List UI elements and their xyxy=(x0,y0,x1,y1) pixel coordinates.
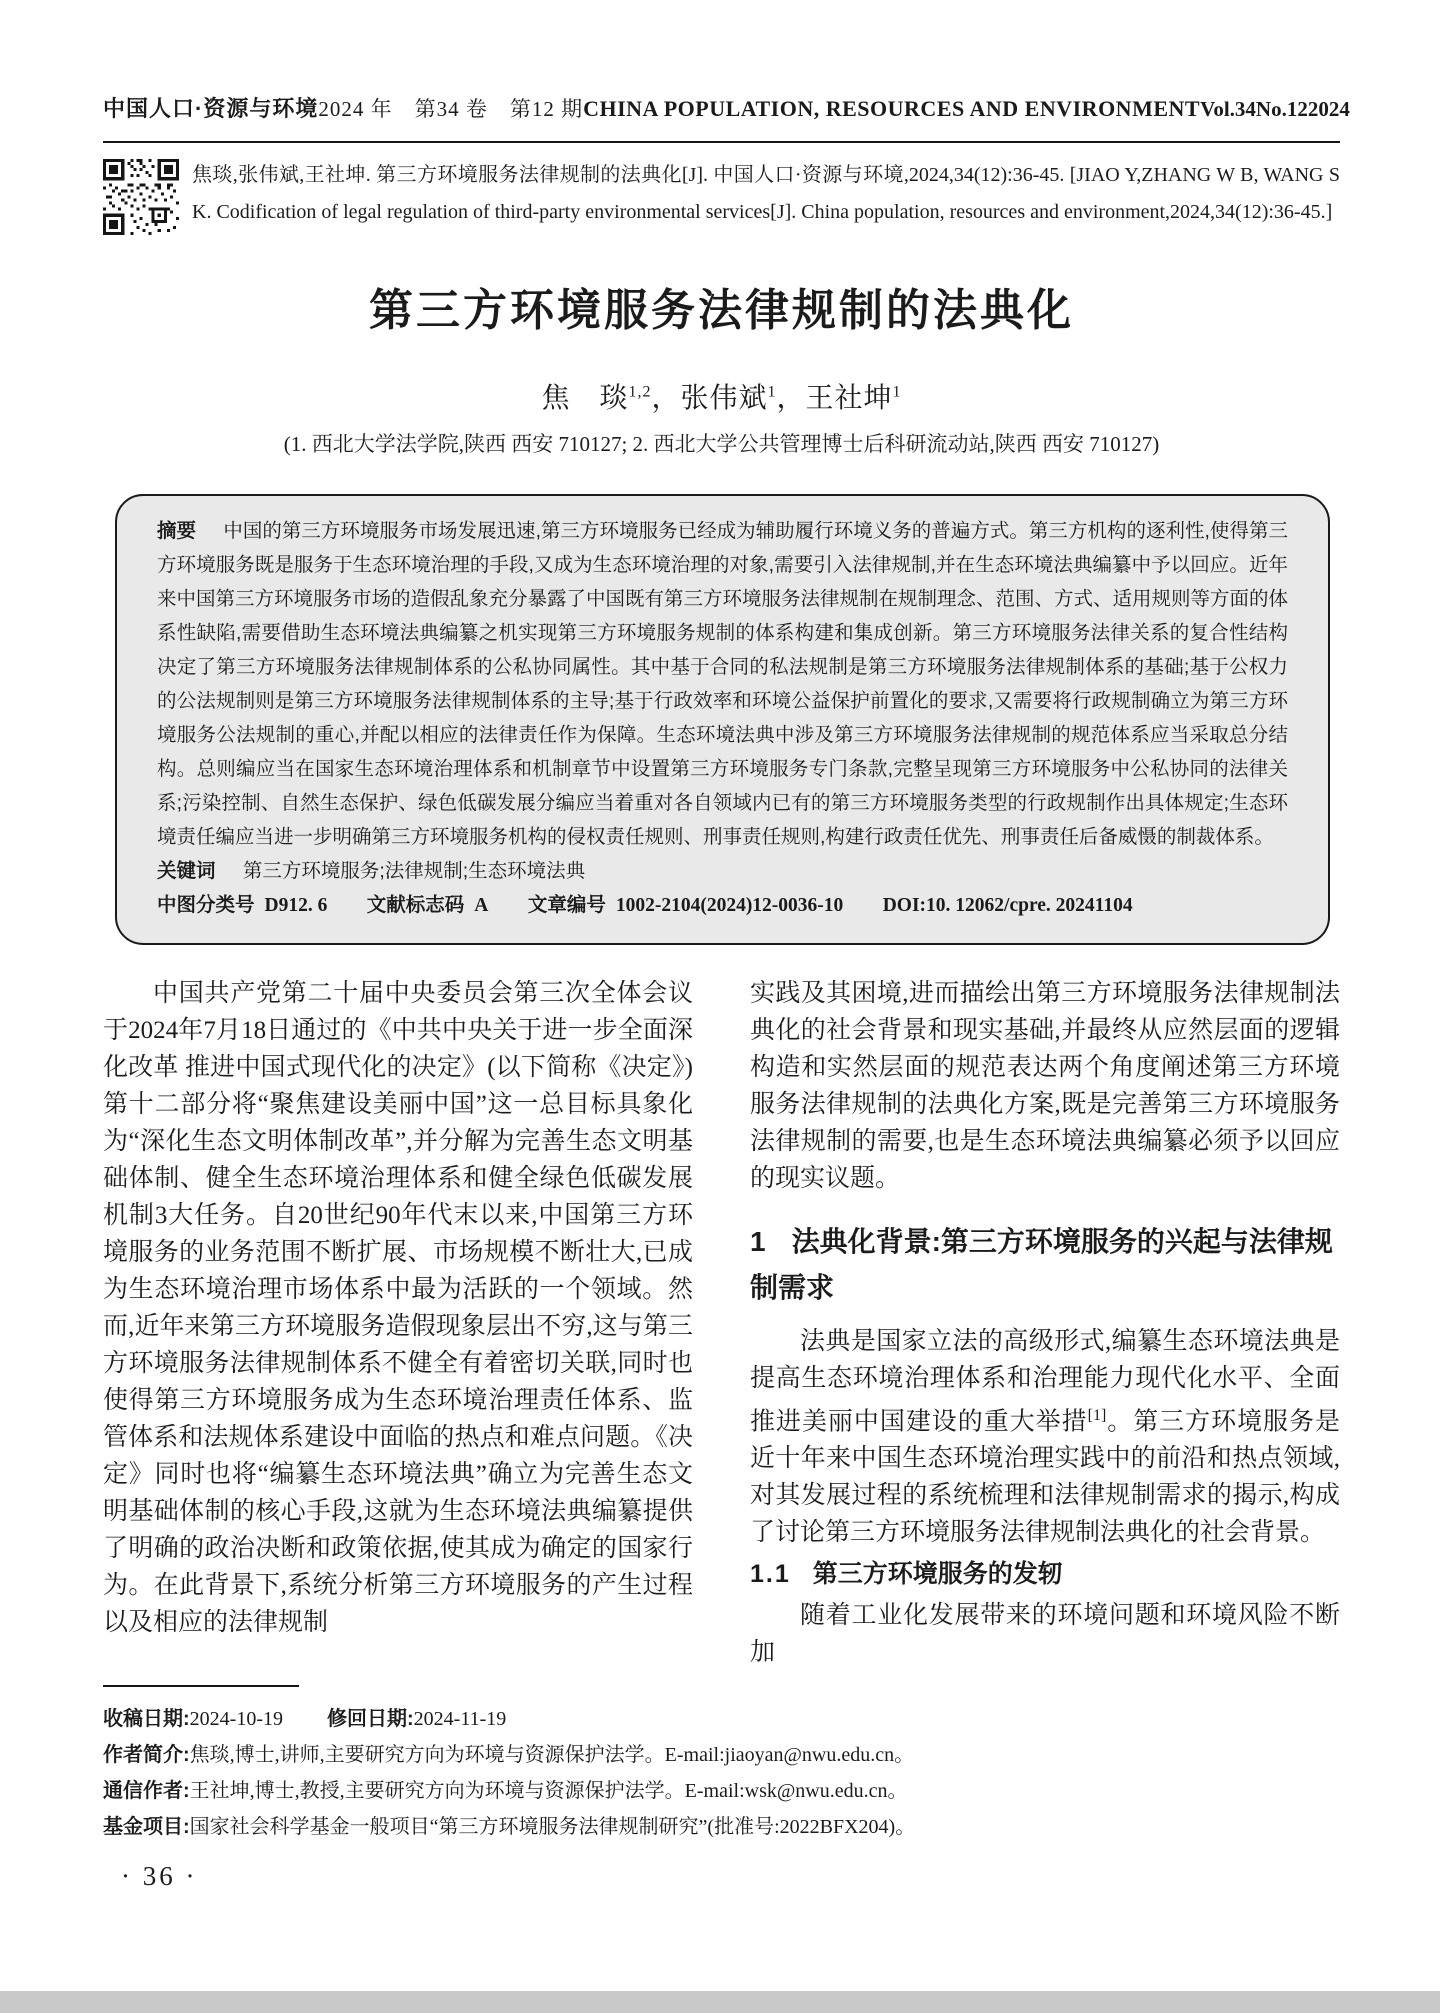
article-id-label: 文章编号 xyxy=(527,894,606,916)
footnote-block xyxy=(103,1685,1340,1845)
article-title: 第三方环境服务法律规制的法典化 xyxy=(369,286,1074,335)
journal-header xyxy=(103,92,1350,123)
doc-code-value: A xyxy=(474,895,489,916)
corresponding-author-line xyxy=(103,1773,1340,1809)
scroll-area-edge xyxy=(0,1991,1440,2013)
page-number: · 36 · xyxy=(121,1861,198,1892)
abstract-paragraph xyxy=(157,514,1288,854)
journal-title-en: CHINA POPULATION, RESOURCES AND ENVIRONMENT xyxy=(583,96,1201,121)
article-id-value: 1002-2104(2024)12-0036-10 xyxy=(615,895,844,916)
keywords-text: 第三方环境服务;法律规制;生态环境法典 xyxy=(242,860,586,882)
affiliation-line: (1. 西北大学法学院,陕西 西安 710127; 2. 西北大学公共管理博士后科研流动站,陕西 西安 710127) xyxy=(283,432,1160,456)
qr-code-icon xyxy=(103,157,179,240)
paragraph-text: 法典是国家立法的高级形式,编纂生态环境法典是提高生态环境治理体系和治理能力现代化水平、全面推进美丽中国建设的重大举措 xyxy=(750,1328,1340,1436)
keywords-label: 关键词 xyxy=(157,860,216,882)
header-divider xyxy=(103,141,1340,143)
citation-block xyxy=(103,157,1340,240)
funding-project: 国家社会科学基金一般项目“第三方环境服务法律规制研究”(批准号:2022BFX204)。 xyxy=(189,1816,916,1839)
clc-value: D912. 6 xyxy=(264,895,328,916)
received-label: 收稿日期: xyxy=(103,1708,190,1731)
journal-number: No.12 xyxy=(1255,97,1308,121)
author-affiliation-marker: 1,2 xyxy=(628,383,652,401)
author-bio: 焦琰,博士,讲师,主要研究方向为环境与资源保护法学。E-mail:jiaoyan@nwu.edu.cn。 xyxy=(189,1744,915,1767)
body-paragraph: 中国共产党第二十届中央委员会第三次全体会议于2024年7月18日通过的《中共中央关于进一步全面深化改革 推进中国式现代化的决定》(以下简称《决定》)第十二部分将“聚焦建设美丽中国”这一总目标具象化为“深化生态文明体制改革”,并分解为完善生态文明基础体制、健全生态环境治理体系和健全绿色低碳发展机制3大任务。自20世纪90年代末以来,中国第三方环境服务的业务范围不断扩展、市场规模不断壮大,已成为生态环境治理市场体系中最为活跃的一个领域。然而,近年来第三方环境服务造假现象层出不穷,这与第三方环境服务法律规制体系不健全有着密切关联,同时也使得第三方环境服务成为生态环境治理责任体系、监管体系和法规体系建设中面临的热点和难点问题。《决定》同时也将“编纂生态环境法典”确立为完善生态文明基础体制的核心手段,这就为生态环境法典编纂提供了明确的政治决断和政策依据,使其成为确定的国家行为。在此背景下,系统分析第三方环境服务的产生过程以及相应的法律规制 xyxy=(103,980,693,1636)
corresponding-label: 通信作者: xyxy=(103,1780,190,1803)
author-name: 焦 琰 xyxy=(541,383,629,414)
journal-year: 2024 xyxy=(1307,97,1350,121)
journal-volume: Vol.34 xyxy=(1200,97,1256,121)
abstract-label: 摘要 xyxy=(157,520,197,542)
journal-title-cn: 中国人口·资源与环境 xyxy=(103,96,319,121)
author-separator: ， xyxy=(776,383,806,414)
clc-label: 中图分类号 xyxy=(157,894,255,916)
doi-value: DOI:10. 12062/cpre. 20241104 xyxy=(882,895,1133,916)
body-paragraph-continued: 实践及其困境,进而描绘出第三方环境服务法律规制法典化的社会背景和现实基础,并最终从应然层面的逻辑构造和实然层面的规范表达两个角度阐述第三方环境服务法律规制的法典化方案,既是完善第三方环境服务法律规制的需要,也是生态环境法典编纂必须予以回应的现实议题。 xyxy=(750,980,1340,1192)
abstract-text: 中国的第三方环境服务市场发展迅速,第三方环境服务已经成为辅助履行环境义务的普遍方式。第三方机构的逐利性,使得第三方环境服务既是服务于生态环境治理的手段,又成为生态环境治理的对象,需要引入法律规制,并在生态环境法典编纂中予以回应。近年来中国第三方环境服务市场的造假乱象充分暴露了中国既有第三方环境服务法律规制在规制理念、范围、方式、适用规则等方面的体系性缺陷,需要借助生态环境法典编纂之机实现第三方环境服务规制的体系构建和集成创新。第三方环境服务法律关系的复合性结构决定了第三方环境服务法律规制体系的公私协同属性。其中基于合同的私法规制是第三方环境服务法律规制体系的基础;基于公权力的公法规制则是第三方环境服务法律规制体系的主导;基于行政效率和环境公益保护前置化的要求,又需要将行政规制确立为第三方环境服务公法规制的重心,并配以相应的法律责任作为保障。生态环境法典中涉及第三方环境服务法律规制的规范体系应当采取总分结构。总则编应当在国家生态环境治理体系和机制章节中设置第三方环境服务专门条款,完整呈现第三方环境服务中公私协同的法律关系;污染控制、自然生态保护、绿色低碳发展分编应当着重对各自领域内已有的第三方环境服务类型的行政规制作出具体规定;生态环境责任编应当进一步明确第三方环境服务机构的侵权责任规则、刑事责任规则,构建行政责任优先、刑事责任后备威慑的制裁体系。 xyxy=(157,520,1289,848)
section-title: 法典化背景:第三方环境服务的兴起与法律规制需求 xyxy=(750,1226,1333,1303)
body-paragraph xyxy=(750,1323,1340,1551)
subsection-title: 第三方环境服务的发轫 xyxy=(812,1560,1063,1589)
author-affiliation-marker: 1 xyxy=(767,383,777,401)
body-columns xyxy=(103,975,1340,1671)
author-separator: ， xyxy=(651,383,681,414)
received-date: 2024-10-19 xyxy=(189,1708,283,1731)
left-column xyxy=(103,975,693,1671)
author-name: 张伟斌 xyxy=(680,383,768,414)
body-paragraph: 随着工业化发展带来的环境问题和环境风险不断加 xyxy=(750,1602,1340,1667)
doc-code-label: 文献标志码 xyxy=(366,894,465,916)
footnote-divider xyxy=(103,1685,299,1687)
keywords-line xyxy=(157,854,1288,888)
revised-date: 2024-11-19 xyxy=(413,1708,507,1731)
dates-line xyxy=(103,1701,1340,1737)
corresponding-author: 王社坤,博士,教授,主要研究方向为环境与资源保护法学。E-mail:wsk@nwu.edu.cn。 xyxy=(189,1780,908,1803)
citation-text: 焦琰,张伟斌,王社坤. 第三方环境服务法律规制的法典化[J]. 中国人口·资源与环境,2024,34(12):36-45. [JIAO Y,ZHANG W B, WANG S K. Codification of legal regulation of third-party environmental services[J]. China population, resources and environment,2024,34(12):36-45.] xyxy=(192,164,1340,223)
paragraph-text: 。第三方环境服务是近十年来中国生态环境治理实践中的前沿和热点领域,对其发展过程的系统梳理和法律规制需求的揭示,构成了讨论第三方环境服务法律规制法典化的社会背景。 xyxy=(750,1408,1340,1547)
authors-line xyxy=(103,376,1340,416)
reference-marker: [1] xyxy=(1087,1407,1107,1424)
author-affiliation-marker: 1 xyxy=(892,383,902,401)
bio-label: 作者简介: xyxy=(103,1744,190,1767)
abstract-box xyxy=(115,494,1330,945)
funding-line xyxy=(103,1809,1340,1845)
subsection-heading xyxy=(750,1554,1340,1594)
subsection-number: 1.1 xyxy=(750,1560,791,1589)
section-number: 1 xyxy=(750,1226,766,1257)
author-bio-line xyxy=(103,1737,1340,1773)
right-column xyxy=(750,975,1340,1671)
revised-label: 修回日期: xyxy=(327,1708,414,1731)
section-heading xyxy=(750,1219,1340,1311)
author-name: 王社坤 xyxy=(805,383,893,414)
funding-label: 基金项目: xyxy=(103,1816,190,1839)
article-meta-line xyxy=(157,888,1288,923)
journal-issue-cn: 2024 年 第34 卷 第12 期 xyxy=(318,97,584,121)
